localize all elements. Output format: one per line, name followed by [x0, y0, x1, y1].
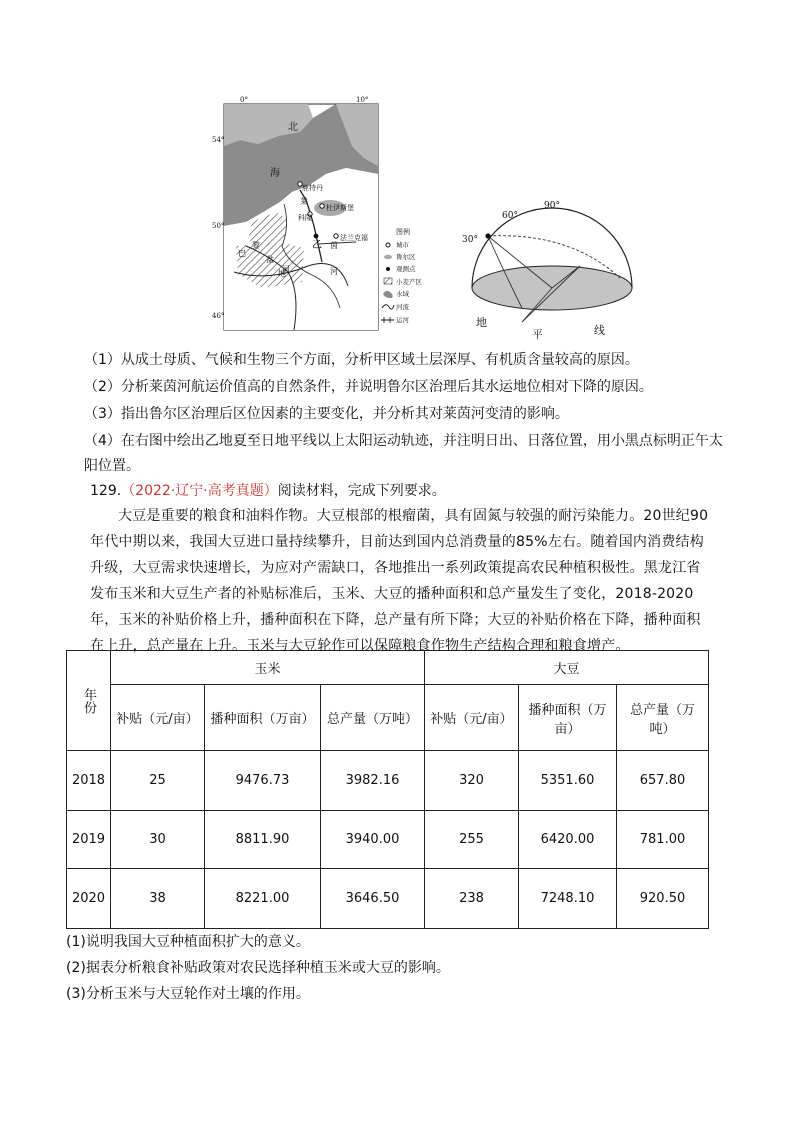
- sun-path-diagram: [460, 196, 646, 346]
- label-he-2: 河: [330, 267, 338, 276]
- cell: 9476.73: [205, 751, 321, 811]
- cell: 6420.00: [519, 811, 617, 869]
- label-duisburg: 杜伊斯堡: [326, 204, 354, 212]
- cell: 8221.00: [205, 869, 321, 929]
- material-paragraph: [90, 503, 710, 659]
- col-header: 播种面积（万亩）: [519, 685, 617, 751]
- cell: 5351.60: [519, 751, 617, 811]
- question-2: （2）分析莱茵河航运价值高的自然条件，并说明鲁尔区治理后其水运地位相对下降的原因。: [84, 379, 653, 395]
- problem-instruction: 阅读材料，完成下列要求。: [277, 483, 446, 499]
- label-lai: 莱: [300, 197, 308, 206]
- group-header-soybean: 大豆: [425, 651, 709, 685]
- cell: 657.80: [617, 751, 709, 811]
- col-header: 补贴（元/亩）: [425, 685, 519, 751]
- lon-label: 10°: [356, 96, 369, 104]
- city-frankfurt: [334, 234, 338, 238]
- problem-number: 129.: [90, 483, 122, 499]
- cell: 3982.16: [321, 751, 425, 811]
- lat-label: 46°: [212, 312, 225, 320]
- horizon-char: 地: [476, 316, 487, 329]
- observer-point: [485, 233, 490, 238]
- cell: 238: [425, 869, 519, 929]
- cell: 3940.00: [321, 811, 425, 869]
- material-text: 大豆是重要的粮食和油料作物。大豆根部的根瘤菌，具有固氮与较强的耐污染能力。20世纪90年代中期以来，我国大豆进口量持续攀升，目前达到国内总消费量的85%左右。随着国内消费结构升级，大豆需求快速增长，为应对产需缺口，各地推出一系列政策提高农民种植积极性。黑龙江省发布玉米和大豆生产者的补贴标准后，玉米、大豆的播种面积和总产量发生了变化，2018-2020年，玉米的补贴价格上升，播种面积在下降，总产量有所下降；大豆的补贴价格在下降，播种面积在上升，总产量在上升。玉米与大豆轮作可以保障粮食作物生产结构合理和粮食增产。: [90, 508, 709, 654]
- col-header: 总产量（万吨）: [617, 685, 709, 751]
- legend-item: 水域: [396, 290, 409, 298]
- legend-item: 小麦产区: [396, 278, 422, 286]
- cell: 781.00: [617, 811, 709, 869]
- row-year: 2019: [67, 811, 111, 869]
- label-yi: 乙: [312, 240, 322, 251]
- col-header: 播种面积（万亩）: [205, 685, 321, 751]
- cell: 25: [111, 751, 205, 811]
- row-year: 2018: [67, 751, 111, 811]
- cell: 3646.50: [321, 869, 425, 929]
- subsidy-table: [66, 650, 709, 929]
- legend-title: 图例: [396, 228, 410, 236]
- col-header: 总产量（万吨）: [321, 685, 425, 751]
- label-cologne: 科隆: [298, 214, 312, 222]
- table-row: [67, 811, 709, 869]
- label-di: 地: [278, 269, 286, 278]
- label-frankfurt: 法兰克福: [340, 234, 368, 242]
- city-duisburg: [320, 204, 324, 208]
- legend-item: 运河: [396, 316, 409, 324]
- cell: 7248.10: [519, 869, 617, 929]
- horizon-char: 线: [594, 324, 605, 337]
- cell: 30: [111, 811, 205, 869]
- question-3: （3）指出鲁尔区治理后区位因素的主要变化，并分析其对莱茵河变清的影响。: [84, 406, 569, 422]
- lat-label: 54°: [212, 136, 225, 144]
- table-row: [67, 751, 709, 811]
- label-north: 北: [288, 122, 298, 133]
- cell: 8811.90: [205, 811, 321, 869]
- label-pen: 盆: [266, 255, 274, 264]
- lon-label: 0°: [240, 96, 248, 104]
- row-year: 2020: [67, 869, 111, 929]
- problem-source: （2022·辽宁·高考真题）: [121, 483, 278, 499]
- label-sea: 海: [270, 168, 280, 179]
- cell: 320: [425, 751, 519, 811]
- question-b3: (3)分析玉米与大豆轮作对土壤的作用。: [66, 986, 310, 1002]
- table-row: [67, 869, 709, 929]
- year-header: 年份: [67, 651, 111, 751]
- angle-label: 60°: [502, 211, 518, 221]
- rhine-region-map: [212, 96, 446, 338]
- question-4: （4）在右图中绘出乙地夏至日地平线以上太阳运动轨迹，并注明日出、日落位置，用小黑点标明正午太: [84, 433, 723, 449]
- question-b2: (2)据表分析粮食补贴政策对农民选择种植玉米或大豆的影响。: [66, 960, 450, 976]
- legend-item: 城市: [396, 241, 409, 249]
- lat-label: 50°: [212, 222, 225, 230]
- problem-header: [90, 481, 446, 501]
- group-header-corn: 玉米: [111, 651, 425, 685]
- cell: 920.50: [617, 869, 709, 929]
- question-1: （1）从成土母质、气候和生物三个方面，分析甲区域土层深厚、有机质含量较高的原因。: [84, 352, 639, 368]
- legend-item: 观测点: [396, 265, 416, 273]
- label-yin: 茵: [330, 241, 338, 250]
- horizon-char: 平: [532, 328, 543, 341]
- angle-label: 30°: [462, 235, 478, 245]
- cell: 38: [111, 869, 205, 929]
- label-rotterdam: 鹿特丹: [302, 184, 323, 192]
- question-4-cont: 阳位置。: [84, 458, 140, 474]
- observation-point: [314, 234, 319, 239]
- cell: 255: [425, 811, 519, 869]
- label-he-1: 河: [282, 265, 290, 274]
- col-header: 补贴（元/亩）: [111, 685, 205, 751]
- label-ba: 巴: [238, 249, 246, 258]
- angle-label: 90°: [544, 201, 560, 211]
- label-li: 黎: [252, 241, 260, 250]
- question-b1: (1)说明我国大豆种植面积扩大的意义。: [66, 934, 310, 950]
- legend-item: 河流: [396, 303, 409, 311]
- legend-item: 鲁尔区: [396, 253, 416, 261]
